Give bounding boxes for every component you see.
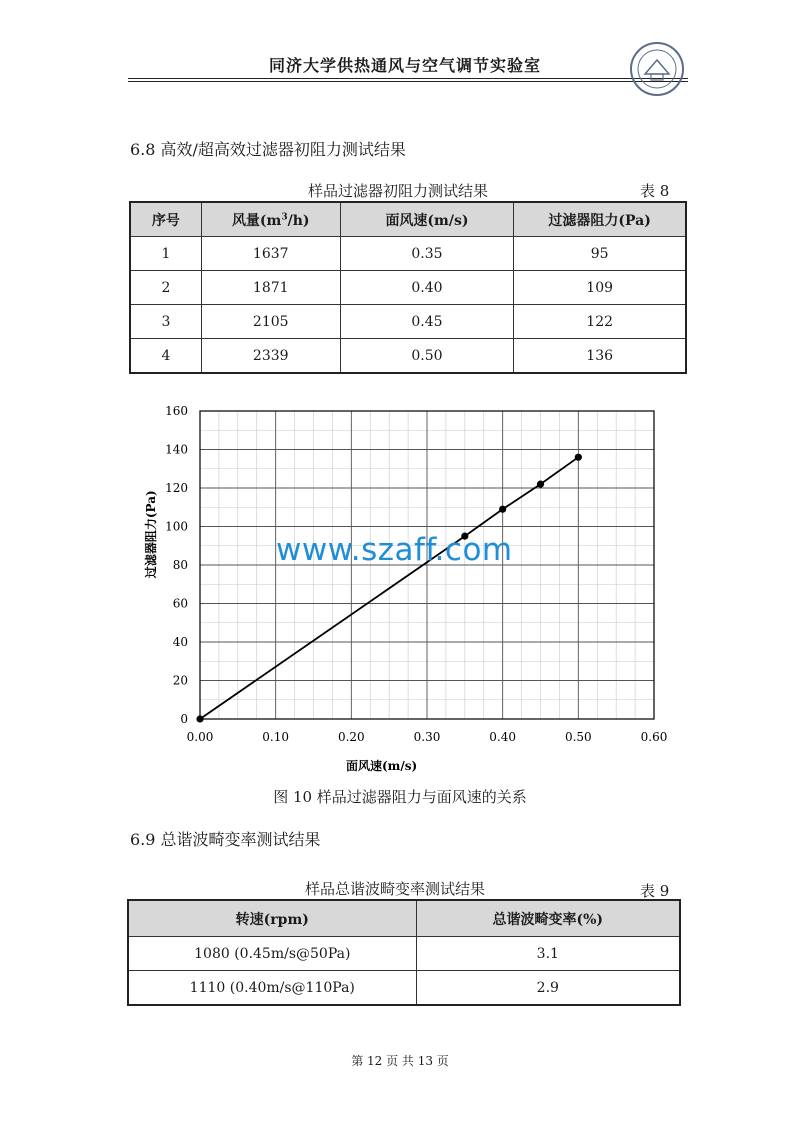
y-tick-label: 140 — [165, 442, 188, 457]
x-tick-label: 0.40 — [489, 730, 517, 744]
axis-ticks — [165, 404, 667, 744]
table-row — [131, 237, 686, 271]
y-tick-label: 80 — [172, 558, 188, 572]
table-cell: 2339 — [201, 339, 340, 373]
table-cell: 3 — [131, 305, 202, 339]
table-cell: 1 — [131, 237, 202, 271]
university-seal-icon — [628, 40, 686, 98]
figure-caption: 图 10 样品过滤器阻力与面风速的关系 — [273, 788, 527, 806]
header-rule — [128, 78, 688, 79]
lab-header-title: 同济大学供热通风与空气调节实验室 — [268, 56, 541, 75]
page-footer: 第 12 页 共 13 页 — [351, 1054, 449, 1068]
table-9-caption: 样品总谐波畸变率测试结果 — [305, 880, 486, 898]
table-9-header-row — [129, 901, 680, 937]
x-tick-label: 0.30 — [413, 730, 441, 744]
table-cell: 0.45 — [340, 305, 514, 339]
table-cell: 4 — [131, 339, 202, 373]
y-tick-label: 40 — [172, 635, 188, 649]
table-cell: 2105 — [201, 305, 340, 339]
table-cell: 0.40 — [340, 271, 514, 305]
y-tick-label: 20 — [172, 673, 188, 688]
section-title-6-9: 6.9 总谐波畸变率测试结果 — [130, 830, 321, 849]
table-cell: 136 — [514, 339, 686, 373]
table-cell: 2.9 — [416, 971, 679, 1005]
table-9-number: 表 9 — [640, 882, 670, 900]
watermark-text: www.szaff.com — [276, 532, 513, 568]
table-8-number: 表 8 — [640, 182, 670, 200]
header-rule-thin — [128, 81, 688, 82]
table-cell: 122 — [514, 305, 686, 339]
table-row — [129, 971, 680, 1005]
table-cell: 2 — [131, 271, 202, 305]
table-cell: 95 — [514, 237, 686, 271]
table-8-header-cell: 面风速(m/s) — [340, 203, 514, 237]
table-cell: 1871 — [201, 271, 340, 305]
data-point — [537, 481, 544, 488]
table-cell: 0.35 — [340, 237, 514, 271]
x-tick-label: 0.60 — [640, 730, 668, 744]
y-tick-label: 100 — [165, 519, 188, 534]
table-8-caption: 样品过滤器初阻力测试结果 — [308, 182, 489, 200]
data-point — [499, 506, 506, 513]
y-tick-label: 120 — [165, 481, 188, 495]
table-8-header-cell: 风量$(m^3/h)$ — [201, 203, 340, 237]
x-tick-label: 0.10 — [262, 730, 290, 744]
table-row — [131, 339, 686, 373]
table-cell: 0.50 — [340, 339, 514, 373]
y-tick-label: 60 — [172, 596, 188, 611]
table-row — [131, 305, 686, 339]
x-tick-label: 0.50 — [564, 730, 592, 744]
table-row — [129, 937, 680, 971]
table-9-header-cell: 转速(rpm) — [129, 901, 417, 937]
table-9-header-cell: 总谐波畸变率(%) — [416, 901, 679, 937]
y-tick-label: 160 — [165, 404, 188, 418]
table-8-header-row — [131, 203, 686, 237]
table-row — [131, 271, 686, 305]
table-cell: 1637 — [201, 237, 340, 271]
resistance-velocity-chart — [130, 398, 670, 778]
table-cell: 1080 (0.45m/s@50Pa) — [129, 937, 417, 971]
y-axis-label: 过滤器阻力(Pa) — [144, 490, 158, 579]
table-9 — [128, 900, 680, 1005]
table-8 — [130, 202, 686, 373]
x-tick-label: 0.20 — [337, 730, 365, 744]
table-8-header-cell: 序号 — [131, 203, 202, 237]
x-axis-label: 面风速(m/s) — [345, 759, 418, 773]
x-tick-label: 0.00 — [186, 730, 214, 744]
y-tick-label: 0 — [180, 712, 188, 726]
data-point — [575, 454, 582, 461]
section-title-6-8: 6.8 高效/超高效过滤器初阻力测试结果 — [130, 140, 406, 159]
data-point — [196, 715, 203, 722]
table-cell: 109 — [514, 271, 686, 305]
table-8-header-cell: 过滤器阻力(Pa) — [514, 203, 686, 237]
table-cell: 3.1 — [416, 937, 679, 971]
table-cell: 1110 (0.40m/s@110Pa) — [129, 971, 417, 1005]
